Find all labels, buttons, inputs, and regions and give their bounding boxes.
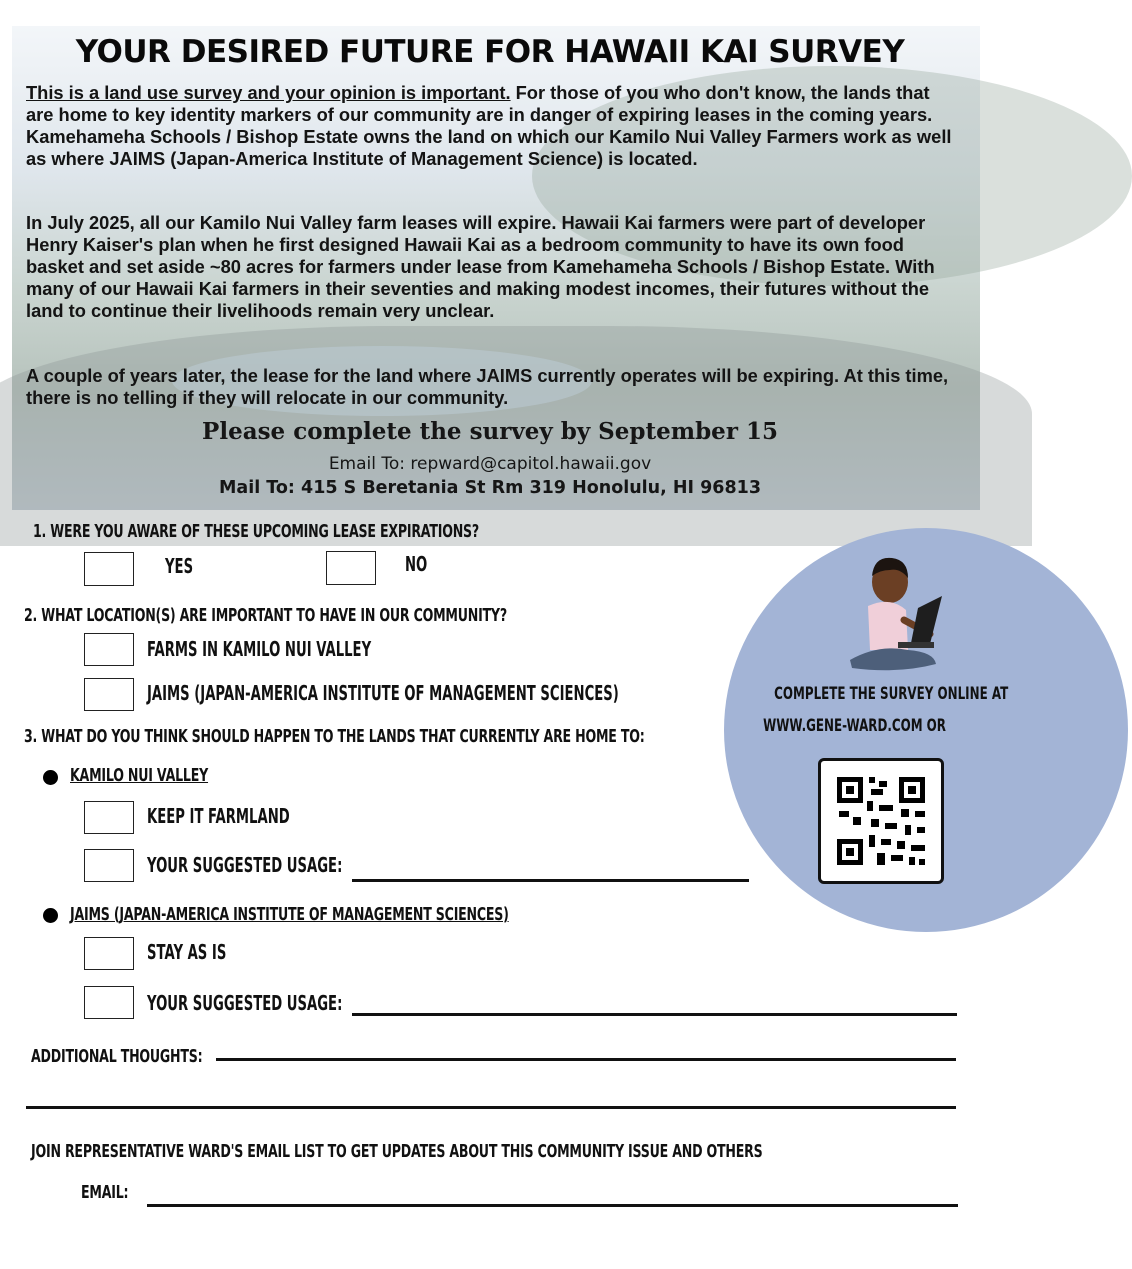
mail-to-text: Mail To: 415 S Beretania St Rm 319 Honolulu, HI 96813	[218, 478, 762, 498]
kamilo-keep-farmland-label: KEEP IT FARMLAND	[147, 804, 290, 828]
page-title: YOUR DESIRED FUTURE FOR HAWAII KAI SURVEY	[75, 34, 905, 70]
deadline-text: Please complete the survey by September 15	[202, 418, 778, 445]
q1-no-label: NO	[405, 552, 428, 576]
jaims-stay-checkbox[interactable]	[84, 937, 134, 970]
additional-thoughts-line-1[interactable]	[216, 1058, 956, 1061]
jaims-suggested-input-line[interactable]	[352, 1013, 957, 1016]
kamilo-suggested-input-line[interactable]	[352, 879, 749, 882]
kamilo-suggested-checkbox[interactable]	[84, 849, 134, 882]
jaims-bullet-icon	[43, 908, 58, 923]
qr-pattern	[821, 761, 941, 881]
jaims-suggested-label: YOUR SUGGESTED USAGE:	[147, 991, 343, 1015]
q1-yes-label: YES	[165, 554, 194, 578]
question-3-label: 3. WHAT DO YOU THINK SHOULD HAPPEN TO THE LANDS THAT CURRENTLY ARE HOME TO:	[24, 727, 645, 747]
additional-thoughts-label: ADDITIONAL THOUGHTS:	[31, 1047, 203, 1067]
jaims-stay-label: STAY AS IS	[147, 940, 227, 964]
q1-yes-checkbox[interactable]	[84, 552, 134, 586]
q2-jaims-checkbox[interactable]	[84, 678, 134, 711]
email-input-line[interactable]	[147, 1204, 958, 1207]
boy-with-laptop-illustration	[838, 548, 950, 673]
q2-farms-checkbox[interactable]	[84, 633, 134, 666]
q2-farms-label: FARMS IN KAMILO NUI VALLEY	[147, 637, 372, 661]
jaims-paragraph: A couple of years later, the lease for the land where JAIMS currently operates will be expiring. At this time, there is no telling if they will relocate in our community.	[26, 365, 949, 408]
additional-thoughts-line-2[interactable]	[26, 1106, 956, 1109]
qr-code-icon[interactable]	[818, 758, 944, 884]
email-label: EMAIL:	[81, 1183, 129, 1203]
email-to-text: Email To: repward@capitol.hawaii.gov	[328, 454, 652, 474]
intro-underlined: This is a land use survey and your opinion is important.	[26, 82, 511, 103]
question-2-label: 2. WHAT LOCATION(S) ARE IMPORTANT TO HAVE IN OUR COMMUNITY?	[24, 606, 507, 626]
online-line-1: COMPLETE THE SURVEY ONLINE AT	[774, 684, 1009, 704]
kamilo-suggested-label: YOUR SUGGESTED USAGE:	[147, 853, 343, 877]
online-url[interactable]: WWW.GENE-WARD.COM OR	[763, 716, 946, 736]
jaims-heading: JAIMS (JAPAN-AMERICA INSTITUTE OF MANAGEMENT SCIENCES)	[70, 905, 509, 925]
kamilo-bullet-icon	[43, 770, 58, 785]
lease-paragraph: In July 2025, all our Kamilo Nui Valley farm leases will expire. Hawaii Kai farmers were part of developer Henry Kaiser's plan when he first designed Hawaii Kai as a bedroom community to have its own food basket and set aside ~80 acres for farmers under lease from Kamehameha Schools / Bishop Estate. With many of our Hawaii Kai farmers in their seventies and making modest incomes, their futures without the land to continue their livelihoods remain very unclear.	[26, 212, 935, 321]
q1-no-checkbox[interactable]	[326, 551, 376, 585]
q2-jaims-label: JAIMS (JAPAN-AMERICA INSTITUTE OF MANAGEMENT SCIENCES)	[147, 681, 619, 705]
intro-paragraph	[26, 82, 961, 170]
intro-rest: For those of you who don't know, the lands that are home to key identity markers of our community are in danger of expiring leases in the coming years. Kamehameha Schools / Bishop Estate owns the land on which our Kamilo Nui Valley Farmers work as well as where JAIMS (Japan-America Institute of Management Science) is located.	[26, 82, 952, 169]
jaims-suggested-checkbox[interactable]	[84, 986, 134, 1019]
kamilo-heading: KAMILO NUI VALLEY	[70, 766, 209, 786]
kamilo-keep-farmland-checkbox[interactable]	[84, 801, 134, 834]
question-1-label: 1. WERE YOU AWARE OF THESE UPCOMING LEASE EXPIRATIONS?	[33, 522, 479, 542]
email-list-label: JOIN REPRESENTATIVE WARD'S EMAIL LIST TO GET UPDATES ABOUT THIS COMMUNITY ISSUE AND OTHERS	[31, 1142, 763, 1162]
